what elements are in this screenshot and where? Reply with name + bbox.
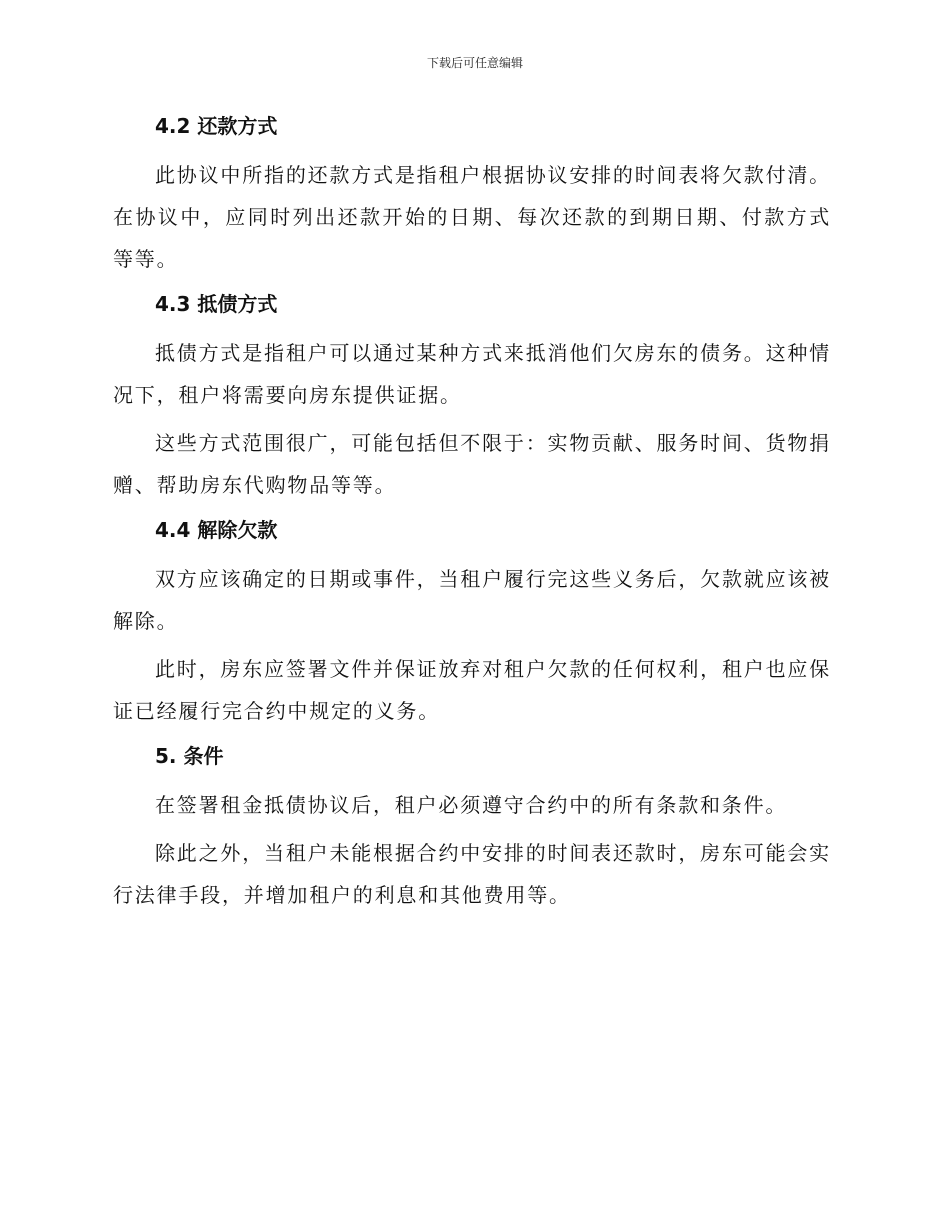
paragraph: 除此之外，当租户未能根据合约中安排的时间表还款时，房东可能会实行法律手段，并增加租户的利息和其他费用等。 xyxy=(113,841,831,907)
section-heading: 5. 条件 xyxy=(155,744,224,768)
section-debt-release xyxy=(113,512,831,732)
paragraph: 双方应该确定的日期或事件，当租户履行完这些义务后，欠款就应该被解除。 xyxy=(113,567,831,633)
paragraph: 这些方式范围很广，可能包括但不限于：实物贡献、服务时间、货物捐赠、帮助房东代购物品等等。 xyxy=(113,431,831,497)
paragraph: 抵债方式是指租户可以通过某种方式来抵消他们欠房东的债务。这种情况下，租户将需要向房东提供证据。 xyxy=(113,341,831,407)
paragraph: 此协议中所指的还款方式是指租户根据协议安排的时间表将欠款付清。在协议中，应同时列出还款开始的日期、每次还款的到期日期、付款方式等等。 xyxy=(113,163,831,271)
section-debt-offset-method xyxy=(113,286,831,506)
document-body xyxy=(113,108,831,922)
paragraph: 此时，房东应签署文件并保证放弃对租户欠款的任何权利，租户也应保证已经履行完合约中规定的义务。 xyxy=(113,657,831,723)
section-heading: 4.3 抵债方式 xyxy=(155,292,278,316)
section-repayment-method xyxy=(113,108,831,280)
section-heading: 4.2 还款方式 xyxy=(155,114,278,138)
section-conditions xyxy=(113,738,831,916)
page-header-note: 下载后可任意编辑 xyxy=(426,56,523,70)
paragraph: 在签署租金抵债协议后，租户必须遵守合约中的所有条款和条件。 xyxy=(155,793,788,817)
section-heading: 4.4 解除欠款 xyxy=(155,518,278,542)
